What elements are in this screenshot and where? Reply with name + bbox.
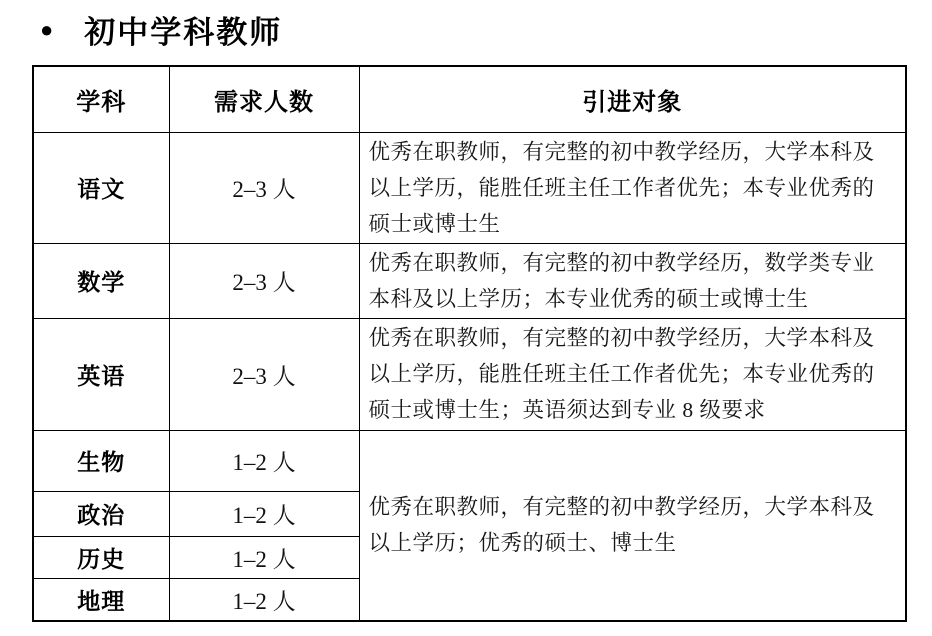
bullet-icon: ● [40, 17, 54, 42]
count-cell: 1–2 人 [169, 578, 359, 621]
subject-cell: 语文 [33, 132, 169, 243]
teachers-table [32, 65, 907, 622]
subject-cell: 历史 [33, 536, 169, 578]
target-cell: 优秀在职教师，有完整的初中教学经历，大学本科及以上学历，能胜任班主任工作者优先；本专业优秀的硕士或博士生 [359, 132, 906, 243]
header-cell-subject: 学科 [33, 66, 169, 132]
count-cell: 2–3 人 [169, 132, 359, 243]
count-cell: 2–3 人 [169, 243, 359, 318]
count-cell: 1–2 人 [169, 430, 359, 491]
table-row-chinese [33, 132, 906, 243]
target-cell: 优秀在职教师，有完整的初中教学经历，数学类专业本科及以上学历；本专业优秀的硕士或博士生 [359, 243, 906, 318]
subject-cell: 英语 [33, 318, 169, 430]
table-row-biology [33, 430, 906, 491]
target-cell: 优秀在职教师，有完整的初中教学经历，大学本科及以上学历，能胜任班主任工作者优先；本专业优秀的硕士或博士生；英语须达到专业 8 级要求 [359, 318, 906, 430]
section-title [40, 9, 282, 49]
count-cell: 1–2 人 [169, 491, 359, 536]
subject-cell: 生物 [33, 430, 169, 491]
header-cell-count: 需求人数 [169, 66, 359, 132]
subject-cell: 数学 [33, 243, 169, 318]
table-header-row [33, 66, 906, 132]
table-row-math [33, 243, 906, 318]
count-cell: 1–2 人 [169, 536, 359, 578]
section-title-text: 初中学科教师 [84, 14, 283, 50]
count-cell: 2–3 人 [169, 318, 359, 430]
subject-cell: 政治 [33, 491, 169, 536]
header-cell-target: 引进对象 [359, 66, 906, 132]
table-row-english [33, 318, 906, 430]
subject-cell: 地理 [33, 578, 169, 621]
merged-target-cell: 优秀在职教师，有完整的初中教学经历，大学本科及以上学历；优秀的硕士、博士生 [359, 430, 906, 621]
